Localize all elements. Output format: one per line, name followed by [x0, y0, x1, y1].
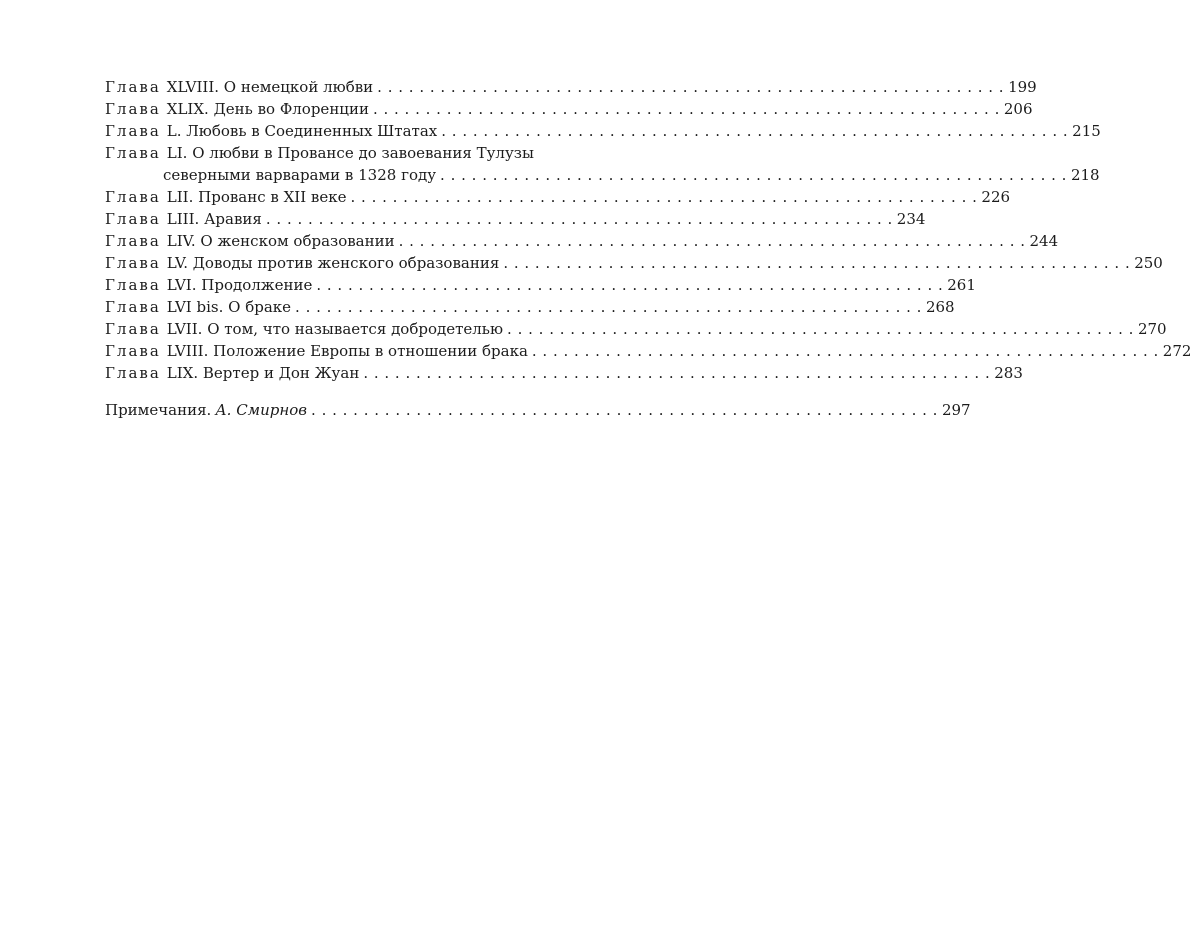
page-number: 297 [941, 401, 971, 419]
chapter-prefix: Глава [105, 232, 161, 250]
chapter-prefix: Глава [105, 144, 161, 162]
page-number: 250 [1134, 254, 1163, 272]
chapter-prefix: Глава [105, 276, 161, 294]
dot-leader [373, 98, 1000, 120]
toc-entry [105, 274, 976, 296]
page-number: 226 [981, 188, 1011, 206]
toc-entry [105, 208, 926, 230]
dot-leader [351, 186, 978, 208]
chapter-title: LIV. О женском образовании [166, 232, 395, 250]
toc-entry [105, 252, 1163, 274]
section-gap [105, 384, 523, 399]
page-number: 261 [947, 276, 976, 294]
notes-label: Примечания. [105, 401, 212, 419]
page-number: 206 [1003, 100, 1033, 118]
chapter-title-line2: северными варварами в 1328 году [163, 166, 437, 184]
dot-leader [503, 252, 1130, 274]
dot-leader [363, 362, 990, 384]
toc-entry [105, 230, 1059, 252]
table-of-contents [105, 76, 1191, 421]
page-number: 215 [1072, 122, 1101, 140]
notes-author: А. Смирнов [215, 401, 308, 419]
toc-entry [105, 76, 1037, 98]
chapter-prefix: Глава [105, 298, 161, 316]
dot-leader [399, 230, 1026, 252]
chapter-prefix: Глава [105, 364, 161, 382]
page-number: 268 [925, 298, 955, 316]
chapter-title: LVII. О том, что называется добродетелью [166, 320, 504, 338]
chapter-prefix: Глава [105, 342, 161, 360]
chapter-title: L. Любовь в Соединенных Штатах [166, 122, 438, 140]
dot-leader [441, 120, 1068, 142]
toc-entry [105, 340, 1191, 362]
chapter-prefix: Глава [105, 122, 161, 140]
page-number: 270 [1137, 320, 1167, 338]
page-number: 218 [1070, 166, 1100, 184]
toc-entry [105, 98, 1033, 120]
chapter-title: LV. Доводы против женского образования [166, 254, 500, 272]
chapter-title: LIII. Аравия [166, 210, 262, 228]
chapter-title: LVIII. Положение Европы в отношении брака [166, 342, 528, 360]
dot-leader [316, 274, 943, 296]
chapter-title: LVI. Продолжение [166, 276, 313, 294]
chapter-prefix: Глава [105, 78, 161, 96]
toc-entry [105, 120, 1101, 142]
dot-leader [507, 318, 1134, 340]
chapter-title: LII. Прованс в XII веке [166, 188, 347, 206]
page-number: 199 [1008, 78, 1037, 96]
toc-entry [105, 296, 955, 318]
chapter-title: LIX. Вертер и Дон Жуан [166, 364, 360, 382]
page-number: 283 [994, 364, 1023, 382]
dot-leader [377, 76, 1004, 98]
chapter-title: XLIX. День во Флоренции [166, 100, 369, 118]
page-number: 272 [1162, 342, 1191, 360]
chapter-title-line1: LI. О любви в Провансе до завоевания Тулузы [166, 144, 534, 162]
page-number: 234 [896, 210, 926, 228]
toc-entry [105, 318, 1167, 340]
chapter-title: LVI bis. О браке [166, 298, 292, 316]
toc-entry-notes [105, 399, 971, 421]
dot-leader [295, 296, 922, 318]
toc-entry [105, 362, 1023, 384]
dot-leader [532, 340, 1159, 362]
chapter-title: XLVIII. О немецкой любви [166, 78, 374, 96]
chapter-prefix: Глава [105, 254, 161, 272]
chapter-prefix: Глава [105, 100, 161, 118]
page-number: 244 [1029, 232, 1059, 250]
toc-entry [105, 142, 1100, 186]
chapter-prefix: Глава [105, 320, 161, 338]
dot-leader [311, 399, 938, 421]
toc-entry [105, 186, 1011, 208]
dot-leader [266, 208, 893, 230]
chapter-prefix: Глава [105, 210, 161, 228]
dot-leader [440, 164, 1067, 186]
chapter-prefix: Глава [105, 188, 161, 206]
